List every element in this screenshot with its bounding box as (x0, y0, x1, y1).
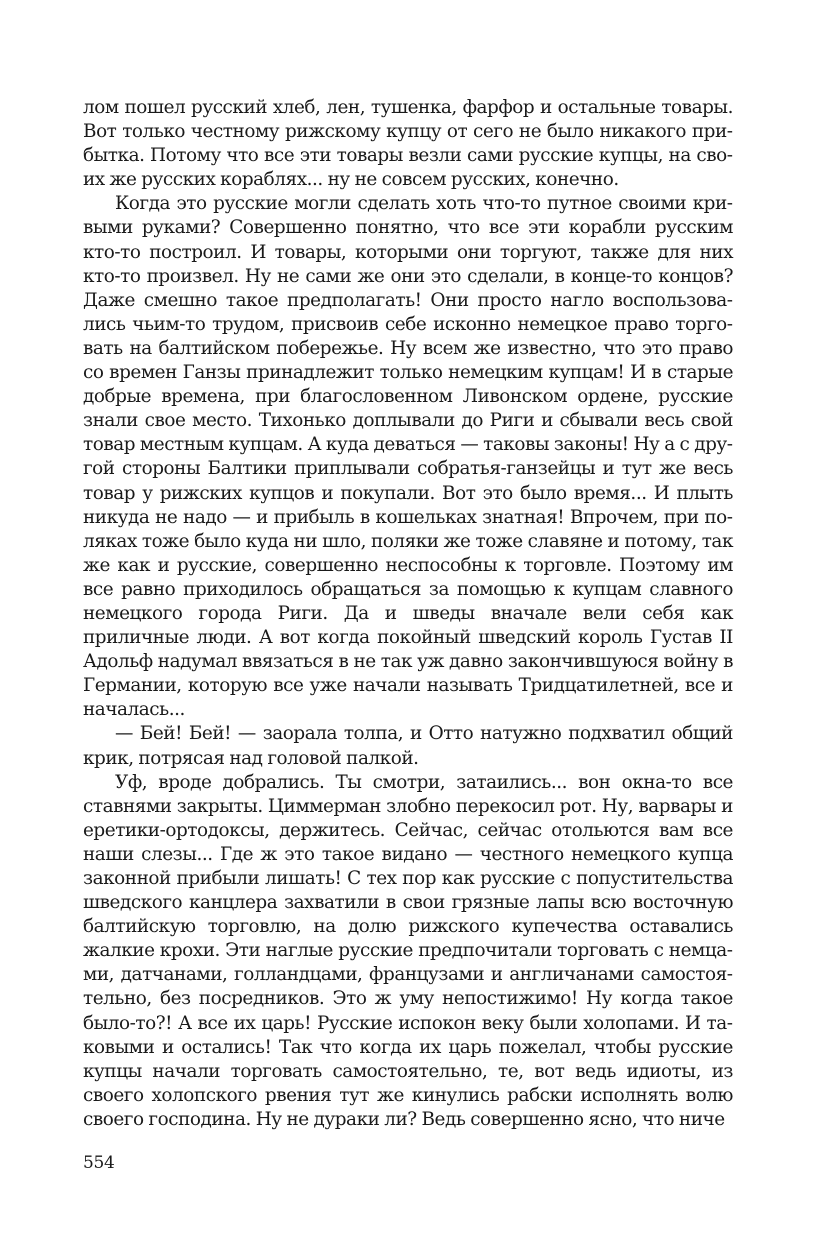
paragraph: Когда это русские могли сделать хоть что-то путное своими кривыми руками? Совершенно понятно, что все эти корабли русским кто-то построил. И товары, которыми они торгуют, также для них кто-то произвел. Ну не сами же они это сделали, в конце-то концов? Даже смешно такое предполагать! Они просто нагло воспользовались чьим-то трудом, присвоив себе исконно немецкое право торговать на балтийском побережье. Ну всем же известно, что это право со времен Ганзы принадлежит только немецким купцам! И в старые добрые времена, при благословенном Ливонском ордене, русские знали свое место. Тихонько доплывали до Риги и сбывали весь свой товар местным купцам. А куда деваться — таковы законы! Ну а с другой стороны Балтики приплывали собратья-ганзейцы и тут же весь товар у рижских купцов и покупали. Вот это было время... И плыть никуда не надо — и прибыль в кошельках знатная! Впрочем, при поляках тоже было куда ни шло, поляки же тоже славяне и потому, так же как и русские, совершенно неспособны к торговле. Поэтому им все равно приходилось обращаться за помощью к купцам славного немецкого города Риги. Да и шведы вначале вели себя как приличные люди. А вот когда покойный шведский король Густав II Адольф надумал ввязаться в не так уж давно закончившуюся войну в Германии, которую все уже начали называть Тридцатилетней, все и началась... (83, 193, 733, 721)
paragraph: Уф, вроде добрались. Ты смотри, затаились... вон окна-то все ставнями закрыты. Циммерман злобно перекосил рот. Ну, варвары и еретики-ортодоксы, держитесь. Сейчас, сейчас отольются вам все наши слезы... Где ж это такое видано — честного немецкого купца законной прибыли лишать! С тех пор как русские с попустительства шведского канцлера захватили в свои грязные лапы всю восточную балтийскую торговлю, на долю рижского купечества оставались жалкие крохи. Эти наглые русские предпочитали торговать с немцами, датчанами, голландцами, французами и англичанами самостоятельно, без посредников. Это ж уму непостижимо! Ну когда такое было-то?! А все их царь! Русские испокон веку были холопами. И таковыми и остались! Так что когда их царь пожелал, чтобы русские купцы начали торговать самостоятельно, те, вот ведь идиоты, из своего холопского рвения тут же кинулись рабски исполнять волю своего господина. Ну не дураки ли? Ведь совершенно ясно, что ниче (83, 771, 733, 1130)
paragraph-dialogue: — Бей! Бей! — заорала толпа, и Отто натужно подхватил общий крик, потрясая над головой палкой. (83, 723, 733, 769)
page-number: 554 (83, 1153, 115, 1173)
paragraph-continuation: лом пошел русский хлеб, лен, тушенка, фарфор и остальные товары. Вот только честному рижскому купцу от сего не было никакого прибытка. Потому что все эти товары везли сами русские купцы, на своих же русских кораблях... ну не совсем русских, конечно. (83, 97, 733, 191)
page-text (83, 96, 733, 1132)
